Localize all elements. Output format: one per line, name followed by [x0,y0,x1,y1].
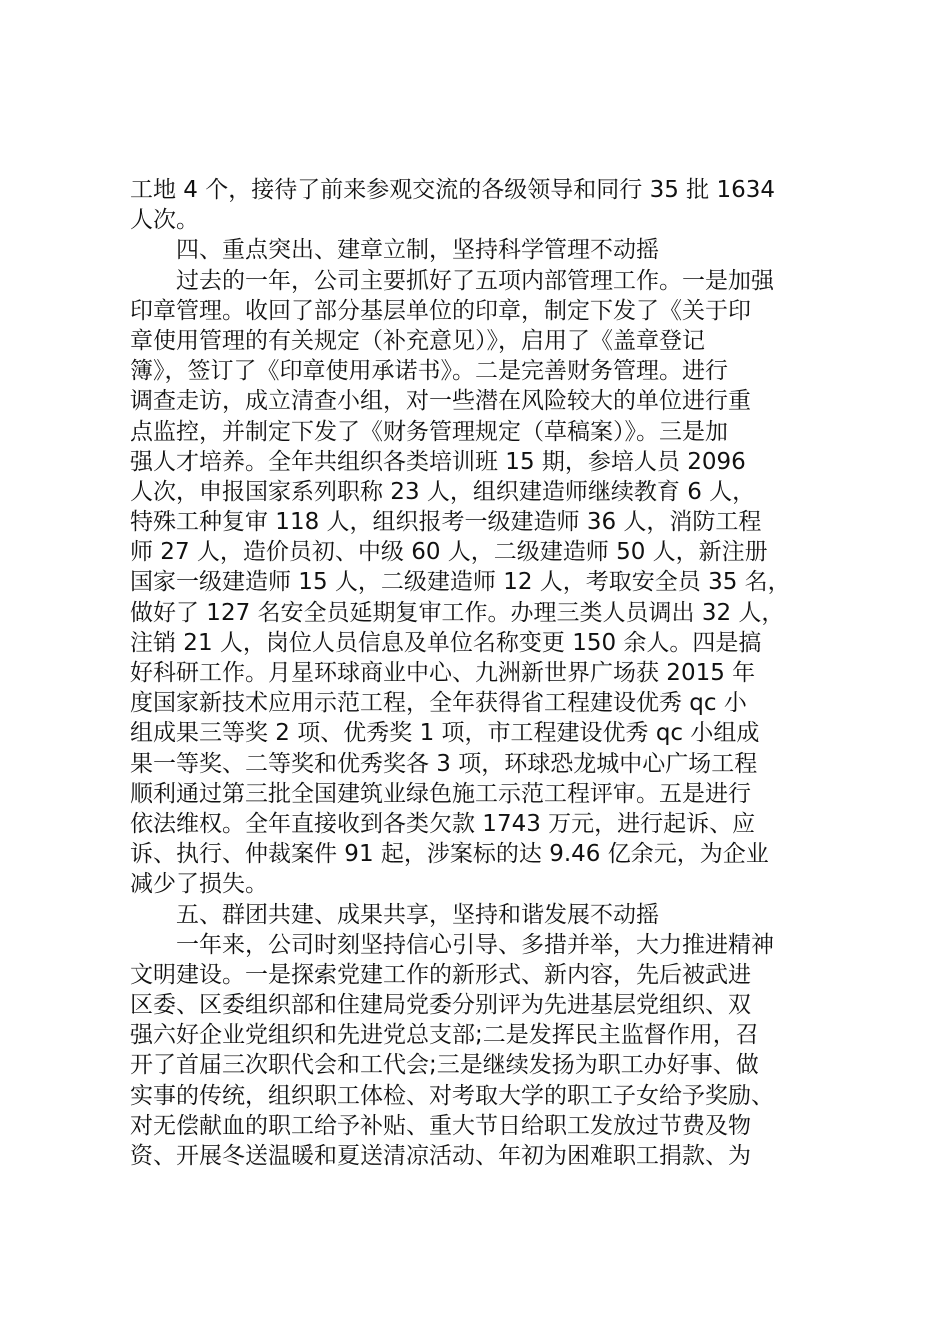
text-line: 诉、执行、仲裁案件 91 起，涉案标的达 9.46 亿余元，为企业 [130,841,769,868]
text-line: 强六好企业党组织和先进党总支部;二是发挥民主监督作用，召 [130,1022,759,1049]
text-line: 人次。 [130,207,199,234]
text-line: 过去的一年，公司主要抓好了五项内部管理工作。一是加强 [130,267,774,294]
text-line: 强人才培养。全年共组织各类培训班 15 期，参培人员 2096 [130,448,746,475]
text-line: 注销 21 人，岗位人员信息及单位名称变更 150 余人。四是搞 [130,629,762,656]
text-line: 簿》，签订了《印章使用承诺书》。二是完善财务管理。进行 [130,358,728,385]
text-line: 对无偿献血的职工给予补贴、重大节日给职工发放过节费及物 [130,1112,751,1139]
text-line: 依法维权。全年直接收到各类欠款 1743 万元，进行起诉、应 [130,810,756,837]
text-line: 区委、区委组织部和住建局党委分别评为先进基层党组织、双 [130,992,751,1019]
text-line: 工地 4 个，接待了前来参观交流的各级领导和同行 35 批 1634 [130,177,775,203]
text-line: 减少了损失。 [130,871,268,898]
text-line: 顺利通过第三批全国建筑业绿色施工示范工程评审。五是进行 [130,780,751,807]
text-line: 果一等奖、二等奖和优秀奖各 3 项，环球恐龙城中心广场工程 [130,750,758,777]
text-line: 师 27 人，造价员初、中级 60 人，二级建造师 50 人，新注册 [130,539,768,566]
text-line: 好科研工作。月星环球商业中心、九洲新世界广场获 2015 年 [130,660,756,686]
text-line: 开了首届三次职代会和工代会;三是继续发扬为职工办好事、做 [130,1052,759,1079]
text-line: 组成果三等奖 2 项、优秀奖 1 项，市工程建设优秀 qc 小组成 [130,720,760,747]
text-line: 四、重点突出、建章立制，坚持科学管理不动摇 [130,237,659,264]
text-line: 文明建设。一是探索党建工作的新形式、新内容，先后被武进 [130,961,751,988]
text-line: 人次，申报国家系列职称 23 人，组织建造师继续教育 6 人， [130,478,756,505]
text-line: 资、开展冬送温暖和夏送清凉活动、年初为困难职工捐款、为 [130,1143,751,1169]
text-line: 章使用管理的有关规定（补充意见）》，启用了《盖章登记 [130,327,705,354]
text-line: 做好了 127 名安全员延期复审工作。办理三类人员调出 32 人， [130,599,785,626]
text-line: 度国家新技术应用示范工程，全年获得省工程建设优秀 qc 小 [130,690,747,717]
text-line: 国家一级建造师 15 人，二级建造师 12 人，考取安全员 35 名， [130,569,791,596]
text-line: 五、群团共建、成果共享，坚持和谐发展不动摇 [130,901,659,928]
text-line: 实事的传统，组织职工体检、对考取大学的职工子女给予奖励、 [130,1082,774,1109]
text-line: 特殊工种复审 118 人，组织报考一级建造师 36 人，消防工程 [130,509,762,536]
body-text [130,175,840,1171]
text-line: 点监控，并制定下发了《财务管理规定（草稿案）》。三是加 [130,418,728,445]
text-line: 印章管理。收回了部分基层单位的印章，制定下发了《关于印 [130,297,751,324]
text-line: 一年来，公司时刻坚持信心引导、多措并举，大力推进精神 [130,931,774,958]
text-line: 调查走访，成立清查小组，对一些潜在风险较大的单位进行重 [130,388,751,415]
